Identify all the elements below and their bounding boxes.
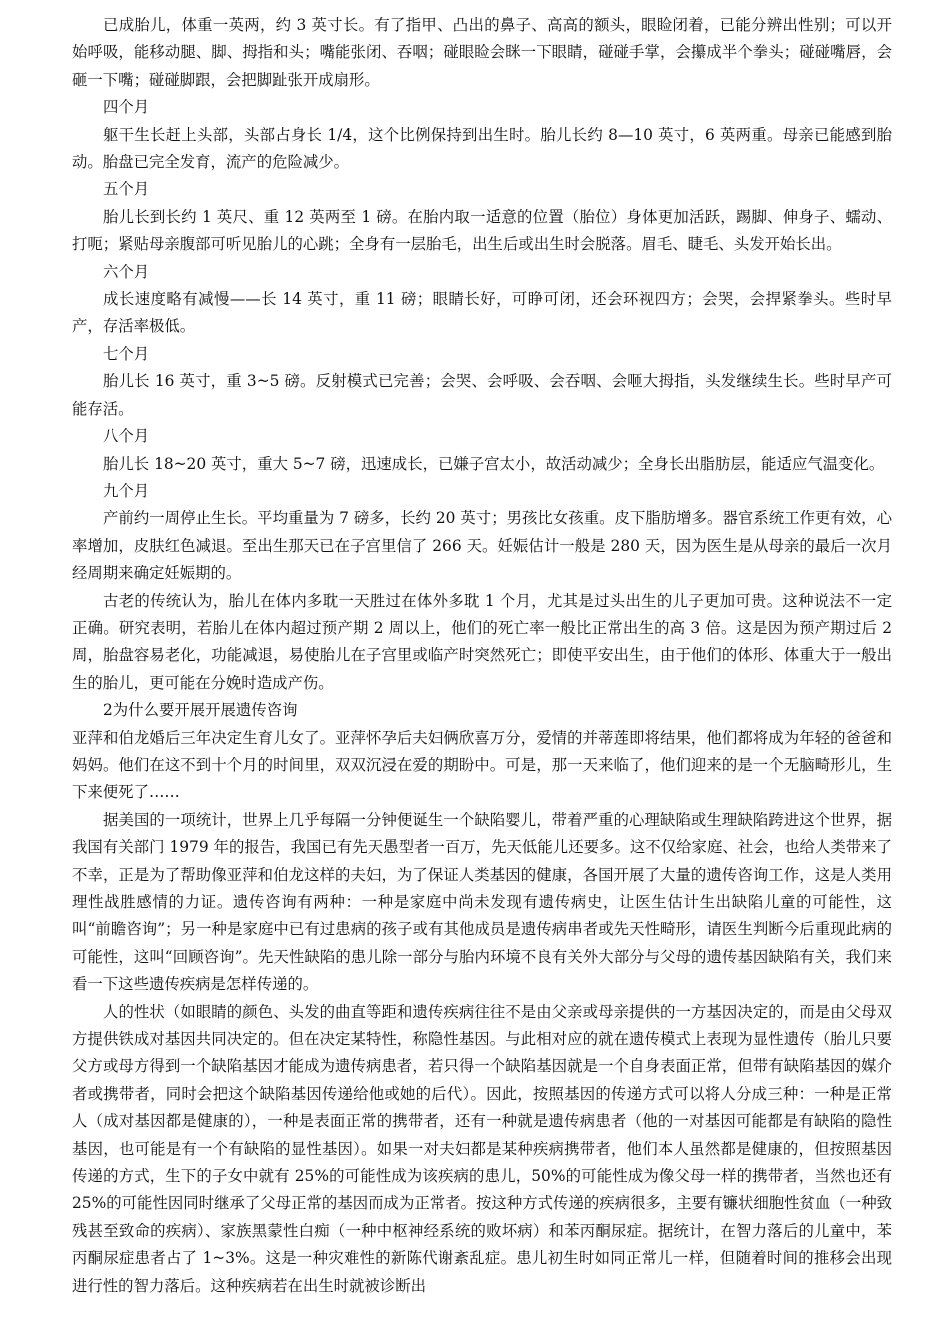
paragraph-sixth-month: 成长速度略有减慢——长 14 英寸，重 11 磅；眼睛长好，可睁可闭，还会环视四方；会哭，会捍紧拳头。些时早产，存活率极低。	[72, 290, 892, 336]
paragraph-eighth-month: 胎儿长 18~20 英寸，重大 5~7 磅，迅速成长，已嫌子宫太小，故活动减少；全身长出脂肪层，能适应气温变化。	[103, 454, 885, 473]
paragraph-inheritance: 人的性状（如眼睛的颜色、头发的曲直等距和遗传疾病往往不是由父亲或母亲提供的一方基因决定的，而是由父母双方提供铁成对基因共同决定的。但在决定某特性，称隐性基因。与此相对应的就在遗传模式上表现为显性遗传（胎儿只要父方或母方得到一个缺陷基因才能成为遗传病患者，若只得一个缺陷基因就是一个自身表面正常，但带有缺陷基因的媒介者或携带者，同时会把这个缺陷基因传递给他或她的后代）。因此，按照基因的传递方式可以将人分成三种：一种是正常人（成对基因都是健康的），一种是表面正常的携带者，还有一种就是遗传病患者（他的一对基因可能都是有缺陷的隐性基因，也可能是有一个有缺陷的显性基因）。如果一对夫妇都是某种疾病携带者，他们本人虽然都是健康的，但按照基因传递的方式，生下的子女中就有 25%的可能性成为该疾病的患儿，50%的可能性成为像父母一样的携带者，当然也还有 25%的可能性因同时继承了父母正常的基因而成为正常者。按这种方式传递的疾病很多，主要有镰状细胞性贫血（一种致残甚至致命的疾病）、家族黑蒙性白痴（一种中枢神经系统的败坏病）和苯丙酮尿症。据统计，在智力落后的儿童中，苯丙酮尿症患者占了 1~3%。这是一种灾难性的新陈代谢紊乱症。患儿初生时如同正常儿一样，但随着时间的推移会出现进行性的智力落后。这种疾病若在出生时就被诊断出	[72, 1002, 892, 1295]
heading-fourth-month: 四个月	[103, 98, 150, 117]
section-heading-genetic-counseling: 2为什么要开展开展遗传咨询	[103, 701, 298, 720]
paragraph-fourth-month: 躯干生长赶上头部，头部占身长 1/4，这个比例保持到出生时。胎儿长约 8—10 英寸，6 英两重。母亲已能感到胎动。胎盘已完全发育，流产的危险减少。	[72, 125, 892, 172]
heading-fifth-month: 五个月	[103, 180, 150, 199]
heading-eighth-month: 八个月	[103, 427, 150, 446]
paragraph-seventh-month: 胎儿长 16 英寸，重 3~5 磅。反射模式已完善；会哭、会呼吸、会吞咽、会咂大拇指，头发继续生长。些时早产可能存活。	[72, 372, 892, 418]
heading-sixth-month: 六个月	[103, 262, 150, 281]
paragraph-statistics: 据美国的一项统计，世界上几乎每隔一分钟便诞生一个缺陷婴儿，带着严重的心理缺陷或生理缺陷跨进这个世界，据我国有关部门 1979 年的报告，我国已有先天愚型者一百万，先天低能儿还要多。这不仅给家庭、社会，也给人类带来了不幸，正是为了帮助像亚萍和伯龙这样的夫妇，为了保证人类基因的健康，各国开展了大量的遗传咨询工作，这是人类用理性战胜感情的力证。遗传咨询有两种：一种是家庭中尚未发现有遗传病史，让医生估计生出缺陷儿童的可能性，这叫“前瞻咨询”；另一种是家庭中已有过患病的孩子或有其他成员是遗传病串者或先天性畸形，请医生判断今后重现此病的可能性，这叫“回顾咨询”。先天性缺陷的患儿除一部分与胎内环境不良有关外大部分与父母的遗传基因缺陷有关，我们来看一下这些遗传疾病是怎样传递的。	[72, 810, 892, 994]
heading-ninth-month: 九个月	[103, 481, 150, 500]
paragraph-story: 亚萍和伯龙婚后三年决定生育儿女了。亚萍怀孕后夫妇俩欣喜万分，爱情的并蒂莲即将结果，他们都将成为年轻的爸爸和妈妈。他们在这不到十个月的时间里，双双沉浸在爱的期盼中。可是，那一天来临了，他们迎来的是一个无脑畸形儿，生下来便死了……	[72, 728, 892, 802]
paragraph-overdue-birth: 古老的传统认为，胎儿在体内多耽一天胜过在体外多耽 1 个月，尤其是过头出生的儿子更加可贵。这种说法不一定正确。研究表明，若胎儿在体内超过预产期 2 周以上，他们的死亡率一般比正常出生的高 3 倍。这是因为预产期过后 2 周，胎盘容易老化，功能减退，易使胎儿在子宫里或临产时突然死亡；即使平安出生，由于他们的体形、体重大于一般出生的胎儿，更可能在分娩时造成产伤。	[72, 591, 892, 692]
paragraph-third-month: 已成胎儿，体重一英两，约 3 英寸长。有了指甲、凸出的鼻子、高高的额头，眼睑闭着，已能分辨出性别；可以开始呼吸，能移动腿、脚、拇指和头；嘴能张闭、吞咽；碰眼睑会眯一下眼睛，碰碰手掌，会攥成半个拳头；碰碰嘴唇，会砸一下嘴；碰碰脚跟，会把脚趾张开成扇形。	[72, 16, 892, 89]
heading-seventh-month: 七个月	[103, 344, 150, 363]
paragraph-fifth-month: 胎儿长到长约 1 英尺、重 12 英两至 1 磅。在胎内取一适意的位置（胎位）身体更加活跃，踢脚、伸身子、蠕动、打呃；紧贴母亲腹部可听见胎儿的心跳；全身有一层胎毛，出生后或出生时会脱落。眉毛、睫毛、头发开始长出。	[72, 207, 892, 254]
paragraph-ninth-month: 产前约一周停止生长。平均重量为 7 磅多，长约 20 英寸；男孩比女孩重。皮下脂肪增多。器官系统工作更有效，心率增加，皮肤红色减退。至出生那天已在子宫里信了 266 天。妊娠估计一般是 280 天，因为医生是从母亲的最后一次月经周期来确定妊娠期的。	[72, 509, 892, 583]
